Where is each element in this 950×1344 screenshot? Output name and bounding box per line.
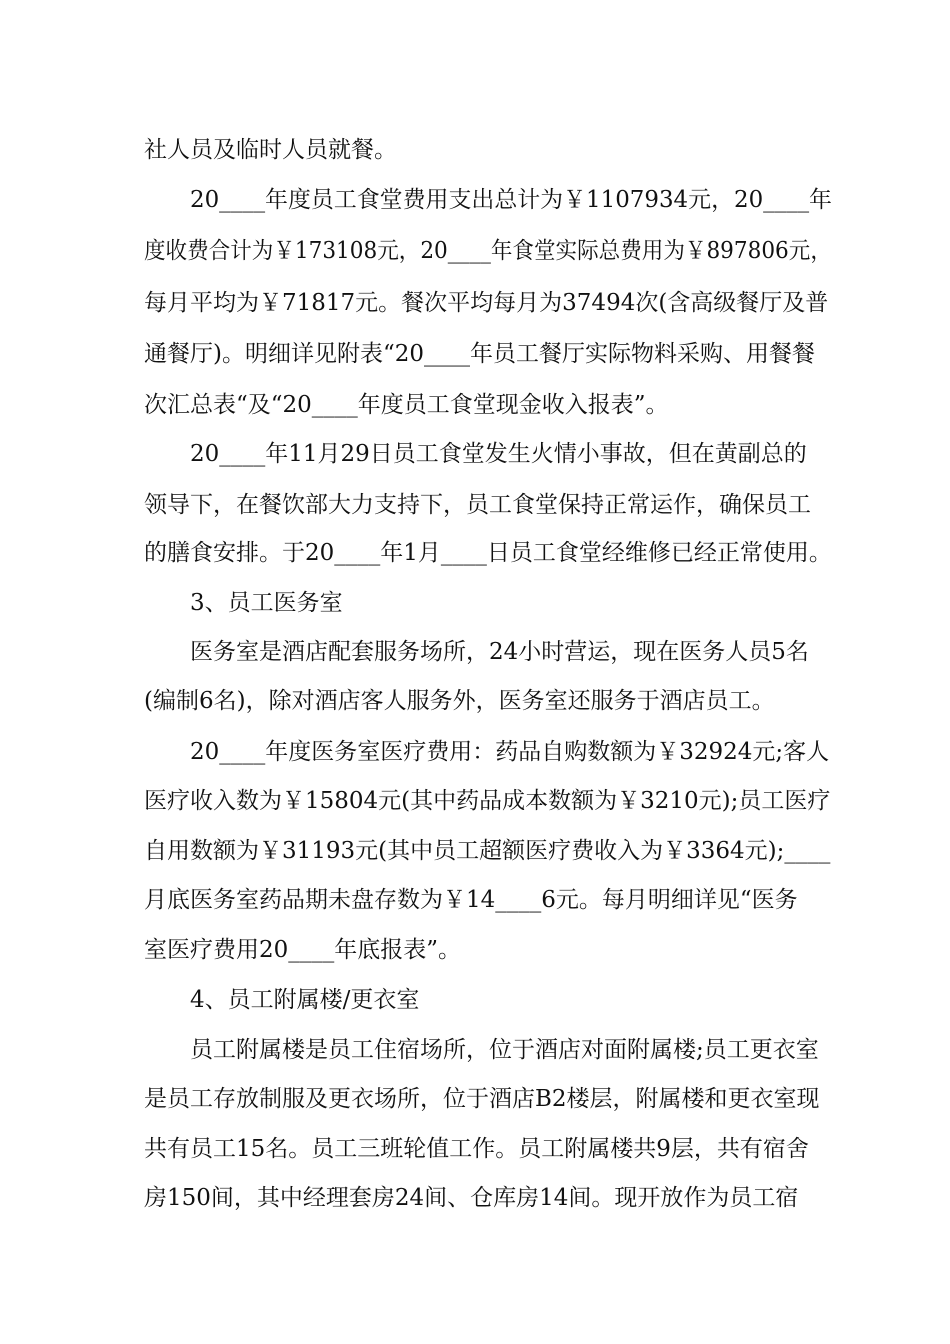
text-line: 通餐厅)。明细详见附表“20____年员工餐厅实际物料采购、用餐餐 <box>144 341 815 367</box>
text-line: 月底医务室药品期未盘存数为￥14____6元。每月明细详见“医务 <box>144 887 798 913</box>
text-line: 共有员工15名。员工三班轮值工作。员工附属楼共9层，共有宿舍 <box>144 1136 809 1162</box>
section-heading: 3、员工医务室 <box>190 590 343 616</box>
paragraph-start-line: 20____年度医务室医疗费用：药品自购数额为￥32924元;客人 <box>190 739 830 765</box>
section-heading: 4、员工附属楼/更衣室 <box>190 987 420 1013</box>
paragraph-start-line: 医务室是酒店配套服务场所，24小时营运，现在医务人员5名 <box>190 639 809 665</box>
text-line: 领导下，在餐饮部大力支持下，员工食堂保持正常运作，确保员工 <box>144 492 811 518</box>
text-line: 次汇总表“及“20____年度员工食堂现金收入报表”。 <box>144 392 669 418</box>
text-line: 房150间，其中经理套房24间、仓库房14间。现开放作为员工宿 <box>144 1185 799 1211</box>
text-line: 的膳食安排。于20____年1月____日员工食堂经维修已经正常使用。 <box>144 540 832 566</box>
text-line: 医疗收入数为￥15804元(其中药品成本数额为￥3210元);员工医疗 <box>144 788 831 814</box>
text-line: 社人员及临时人员就餐。 <box>144 137 397 163</box>
paragraph-start-line: 20____年11月29日员工食堂发生火情小事故，但在黄副总的 <box>190 441 807 467</box>
text-line: 自用数额为￥31193元(其中员工超额医疗费收入为￥3364元);____ <box>144 838 831 864</box>
text-line: (编制6名)，除对酒店客人服务外，医务室还服务于酒店员工。 <box>144 688 775 714</box>
paragraph-start-line: 员工附属楼是员工住宿场所，位于酒店对面附属楼;员工更衣室 <box>190 1037 819 1063</box>
text-line: 每月平均为￥71817元。餐次平均每月为37494次(含高级餐厅及普 <box>144 290 829 316</box>
text-line: 是员工存放制服及更衣场所，位于酒店B2楼层，附属楼和更衣室现 <box>144 1086 820 1112</box>
text-line: 度收费合计为￥173108元，20____年食堂实际总费用为￥897806元， <box>144 238 832 264</box>
paragraph-start-line: 20____年度员工食堂费用支出总计为￥1107934元，20____年 <box>190 187 832 213</box>
text-line: 室医疗费用20____年底报表”。 <box>144 937 462 963</box>
